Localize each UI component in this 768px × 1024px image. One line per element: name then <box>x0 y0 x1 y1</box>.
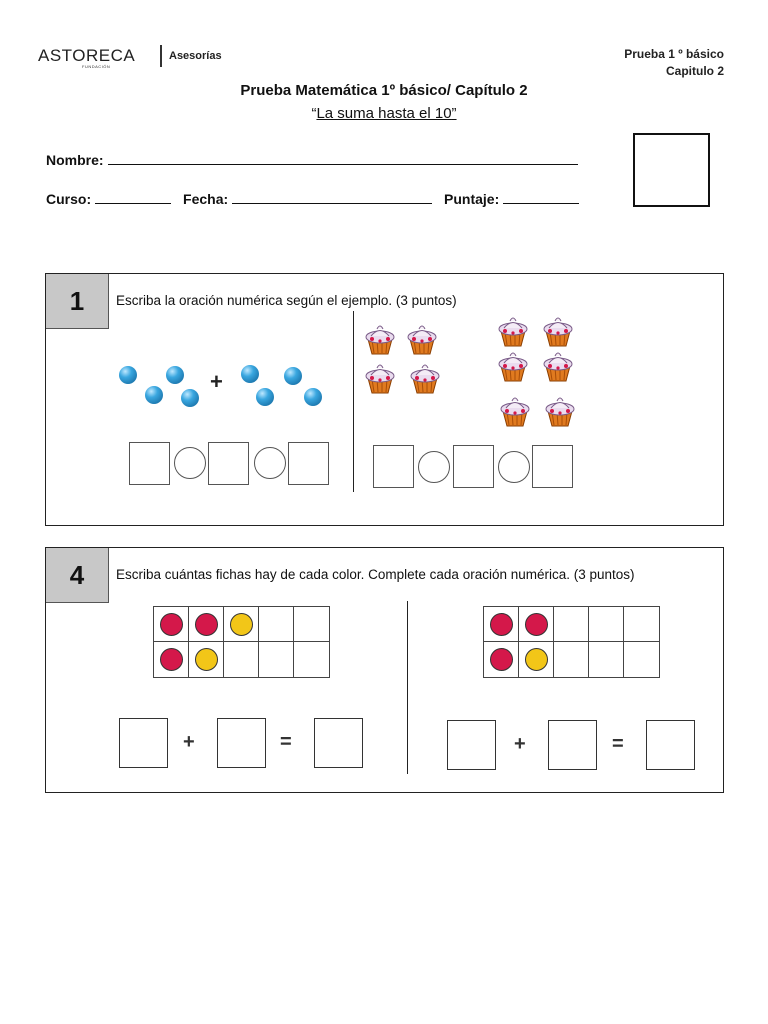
cupcake-image <box>408 361 442 395</box>
logo-subtext: FUNDACIÓN <box>82 64 111 69</box>
answer-box[interactable] <box>646 720 695 770</box>
blue-bead <box>145 386 163 404</box>
equals-sign: = <box>612 733 624 755</box>
section-4-instruction: Escriba cuántas fichas hay de cada color. Complete cada oración numérica. (3 puntos) <box>116 567 635 582</box>
nombre-field[interactable] <box>108 150 578 165</box>
plus-sign: + <box>183 731 195 753</box>
answer-box[interactable] <box>453 445 494 488</box>
ten-frame-cell <box>484 642 519 677</box>
ten-frame-right <box>483 606 660 678</box>
red-chip <box>490 648 513 671</box>
puntaje-label: Puntaje: <box>444 191 500 207</box>
blue-bead <box>181 389 199 407</box>
nombre-row <box>46 150 578 168</box>
operator-circle[interactable] <box>498 451 530 483</box>
equals-sign: = <box>280 731 292 753</box>
cupcake-image <box>496 349 530 383</box>
ten-frame-cell <box>224 607 259 642</box>
answer-box[interactable] <box>373 445 414 488</box>
section-1-instruction: Escriba la oración numérica según el ejemplo. (3 puntos) <box>116 293 457 308</box>
ten-frame-cell <box>294 607 329 642</box>
blue-bead <box>166 366 184 384</box>
plus-sign: + <box>514 733 526 755</box>
curso-row <box>46 189 579 207</box>
header-chapter: Capitulo 2 <box>665 64 724 78</box>
section-1 <box>45 273 724 526</box>
ten-frame-left <box>153 606 330 678</box>
ten-frame-cell <box>154 642 189 677</box>
ten-frame-cell <box>189 642 224 677</box>
cupcake-image <box>543 394 577 428</box>
cupcake-image <box>363 361 397 395</box>
answer-box[interactable] <box>208 442 249 485</box>
puntaje-field[interactable] <box>503 189 579 204</box>
logo-text: ASTORECA <box>38 46 136 65</box>
section-4 <box>45 547 724 793</box>
fecha-field[interactable] <box>232 189 432 204</box>
yellow-chip <box>195 648 218 671</box>
fecha-label: Fecha: <box>183 191 229 207</box>
ten-frame-cell <box>554 642 589 677</box>
header-test-info <box>624 46 724 80</box>
answer-box[interactable] <box>217 718 266 768</box>
operator-circle[interactable] <box>254 447 286 479</box>
ten-frame-cell <box>624 642 659 677</box>
cupcake-image <box>541 314 575 348</box>
ten-frame-cell <box>519 607 554 642</box>
ten-frame-cell <box>554 607 589 642</box>
cupcake-image <box>363 322 397 356</box>
red-chip <box>525 613 548 636</box>
answer-box[interactable] <box>447 720 496 770</box>
subtitle-close-quote: ” <box>451 105 457 122</box>
answer-box[interactable] <box>532 445 573 488</box>
page-title: Prueba Matemática 1º básico/ Capítulo 2 <box>240 82 528 99</box>
section-4-number: 4 <box>46 548 109 603</box>
operator-circle[interactable] <box>418 451 450 483</box>
ten-frame-cell <box>189 607 224 642</box>
ten-frame-cell <box>259 607 294 642</box>
ten-frame-cell <box>624 607 659 642</box>
red-chip <box>160 648 183 671</box>
cupcake-image <box>498 394 532 428</box>
blue-bead <box>256 388 274 406</box>
section-1-number: 1 <box>46 274 109 329</box>
blue-bead <box>119 366 137 384</box>
section-1-divider <box>353 311 354 492</box>
blue-bead <box>241 365 259 383</box>
ten-frame-cell <box>589 607 624 642</box>
answer-box[interactable] <box>314 718 363 768</box>
cupcake-image <box>496 314 530 348</box>
logo-divider <box>160 45 162 67</box>
ten-frame-cell <box>259 642 294 677</box>
red-chip <box>160 613 183 636</box>
ten-frame-cell <box>294 642 329 677</box>
red-chip <box>195 613 218 636</box>
ten-frame-cell <box>589 642 624 677</box>
page-subtitle <box>0 105 768 122</box>
answer-box[interactable] <box>288 442 329 485</box>
nombre-label: Nombre: <box>46 152 104 168</box>
section-4-divider <box>407 601 408 774</box>
curso-label: Curso: <box>46 191 92 207</box>
cupcake-image <box>541 349 575 383</box>
blue-bead <box>304 388 322 406</box>
subtitle-open-quote: “ <box>311 105 317 122</box>
answer-box[interactable] <box>548 720 597 770</box>
logo-asesorias: Asesorías <box>169 50 222 62</box>
yellow-chip <box>525 648 548 671</box>
subtitle-text: La suma hasta el 10 <box>316 105 452 122</box>
operator-circle[interactable] <box>174 447 206 479</box>
blue-bead <box>284 367 302 385</box>
score-box[interactable] <box>633 133 710 207</box>
yellow-chip <box>230 613 253 636</box>
ten-frame-cell <box>484 607 519 642</box>
plus-sign: + <box>210 369 223 394</box>
ten-frame-cell <box>154 607 189 642</box>
cupcake-image <box>405 322 439 356</box>
answer-box[interactable] <box>119 718 168 768</box>
ten-frame-cell <box>224 642 259 677</box>
red-chip <box>490 613 513 636</box>
curso-field[interactable] <box>95 189 171 204</box>
ten-frame-cell <box>519 642 554 677</box>
header-test-grade: Prueba 1 º básico <box>624 47 724 61</box>
answer-box[interactable] <box>129 442 170 485</box>
